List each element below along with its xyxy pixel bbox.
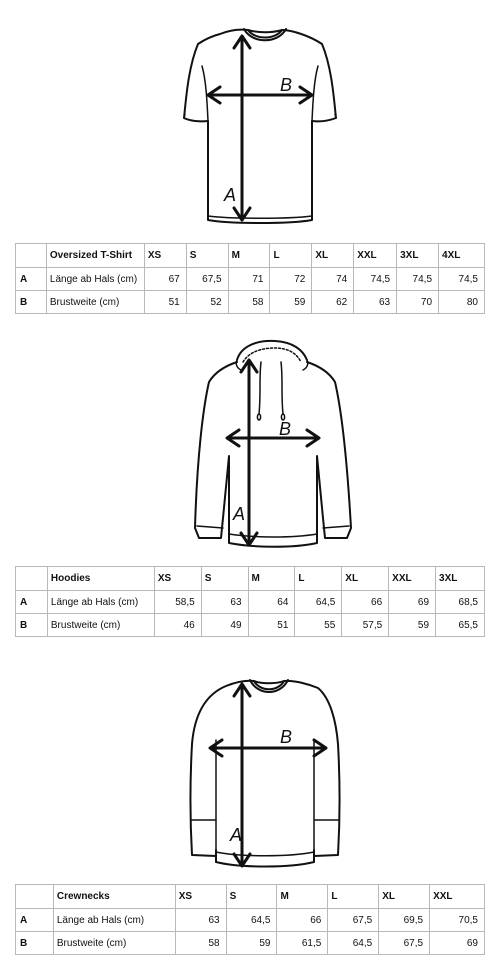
- table-cell: 69,5: [379, 909, 430, 932]
- table-row: [16, 909, 485, 932]
- tshirt-size-table: [15, 243, 485, 314]
- table-cell: 62: [312, 291, 354, 314]
- size-header: L: [295, 567, 342, 591]
- table-row: [16, 591, 485, 614]
- table-cell: 63: [354, 291, 397, 314]
- table-cell: 72: [270, 268, 312, 291]
- row-label: Brustweite (cm): [46, 291, 144, 314]
- table-cell: 69: [389, 591, 436, 614]
- size-header: XS: [144, 244, 186, 268]
- crewneck-size-table: [15, 884, 485, 955]
- table-cell: 67,5: [186, 268, 228, 291]
- size-header: XS: [175, 885, 226, 909]
- row-key: A: [16, 268, 47, 291]
- table-cell: 58: [175, 932, 226, 955]
- table-cell: 74: [312, 268, 354, 291]
- table-cell: 71: [228, 268, 270, 291]
- table-title: Hoodies: [47, 567, 154, 591]
- table-cell: 80: [439, 291, 485, 314]
- table-cell: 69: [430, 932, 485, 955]
- hoodie-label-b: B: [279, 419, 292, 439]
- table-cell: 67: [144, 268, 186, 291]
- tshirt-label-a: A: [224, 185, 237, 205]
- size-header: S: [226, 885, 277, 909]
- table-title: Crewnecks: [53, 885, 175, 909]
- table-corner: [16, 244, 47, 268]
- size-header: L: [270, 244, 312, 268]
- crewneck-label-b: B: [280, 727, 293, 747]
- table-cell: 58: [228, 291, 270, 314]
- table-cell: 57,5: [342, 614, 389, 637]
- size-header: L: [328, 885, 379, 909]
- row-key: A: [16, 909, 54, 932]
- row-label: Länge ab Hals (cm): [53, 909, 175, 932]
- table-cell: 70,5: [430, 909, 485, 932]
- table-row: [16, 614, 485, 637]
- table-cell: 66: [342, 591, 389, 614]
- table-cell: 59: [389, 614, 436, 637]
- table-cell: 70: [397, 291, 439, 314]
- row-key: B: [16, 291, 47, 314]
- hoodie-label-a: A: [233, 504, 246, 524]
- row-label: Brustweite (cm): [47, 614, 154, 637]
- table-cell: 46: [154, 614, 201, 637]
- hoodie-illustration: [185, 338, 355, 553]
- table-header-row: [16, 244, 485, 268]
- size-header: M: [277, 885, 328, 909]
- crewneck-illustration: [180, 670, 350, 875]
- table-cell: 67,5: [328, 909, 379, 932]
- size-header: XS: [154, 567, 201, 591]
- table-cell: 64,5: [328, 932, 379, 955]
- table-cell: 52: [186, 291, 228, 314]
- table-header-row: [16, 567, 485, 591]
- size-header: XL: [342, 567, 389, 591]
- size-header: 4XL: [439, 244, 485, 268]
- row-label: Länge ab Hals (cm): [46, 268, 144, 291]
- table-cell: 63: [175, 909, 226, 932]
- size-header: S: [201, 567, 248, 591]
- row-key: A: [16, 591, 48, 614]
- table-cell: 74,5: [354, 268, 397, 291]
- row-label: Länge ab Hals (cm): [47, 591, 154, 614]
- size-header: XL: [379, 885, 430, 909]
- table-cell: 68,5: [436, 591, 485, 614]
- table-cell: 51: [248, 614, 295, 637]
- table-cell: 74,5: [439, 268, 485, 291]
- crewneck-label-a: A: [230, 825, 243, 845]
- table-row: [16, 268, 485, 291]
- table-cell: 49: [201, 614, 248, 637]
- table-row: [16, 291, 485, 314]
- table-cell: 58,5: [154, 591, 201, 614]
- size-header: 3XL: [397, 244, 439, 268]
- table-cell: 63: [201, 591, 248, 614]
- table-header-row: [16, 885, 485, 909]
- size-header: S: [186, 244, 228, 268]
- table-corner: [16, 885, 54, 909]
- table-cell: 59: [226, 932, 277, 955]
- table-cell: 65,5: [436, 614, 485, 637]
- table-cell: 64: [248, 591, 295, 614]
- table-cell: 64,5: [295, 591, 342, 614]
- size-header: XXL: [430, 885, 485, 909]
- size-header: XXL: [354, 244, 397, 268]
- table-cell: 74,5: [397, 268, 439, 291]
- table-cell: 64,5: [226, 909, 277, 932]
- hoodie-size-table: [15, 566, 485, 637]
- table-cell: 67,5: [379, 932, 430, 955]
- size-header: XL: [312, 244, 354, 268]
- tshirt-illustration: [160, 20, 350, 235]
- size-header: 3XL: [436, 567, 485, 591]
- size-header: M: [228, 244, 270, 268]
- table-title: Oversized T-Shirt: [46, 244, 144, 268]
- table-corner: [16, 567, 48, 591]
- size-header: XXL: [389, 567, 436, 591]
- table-cell: 59: [270, 291, 312, 314]
- table-cell: 51: [144, 291, 186, 314]
- row-label: Brustweite (cm): [53, 932, 175, 955]
- table-cell: 66: [277, 909, 328, 932]
- size-header: M: [248, 567, 295, 591]
- row-key: B: [16, 614, 48, 637]
- tshirt-label-b: B: [280, 75, 293, 95]
- row-key: B: [16, 932, 54, 955]
- table-cell: 61,5: [277, 932, 328, 955]
- table-row: [16, 932, 485, 955]
- table-cell: 55: [295, 614, 342, 637]
